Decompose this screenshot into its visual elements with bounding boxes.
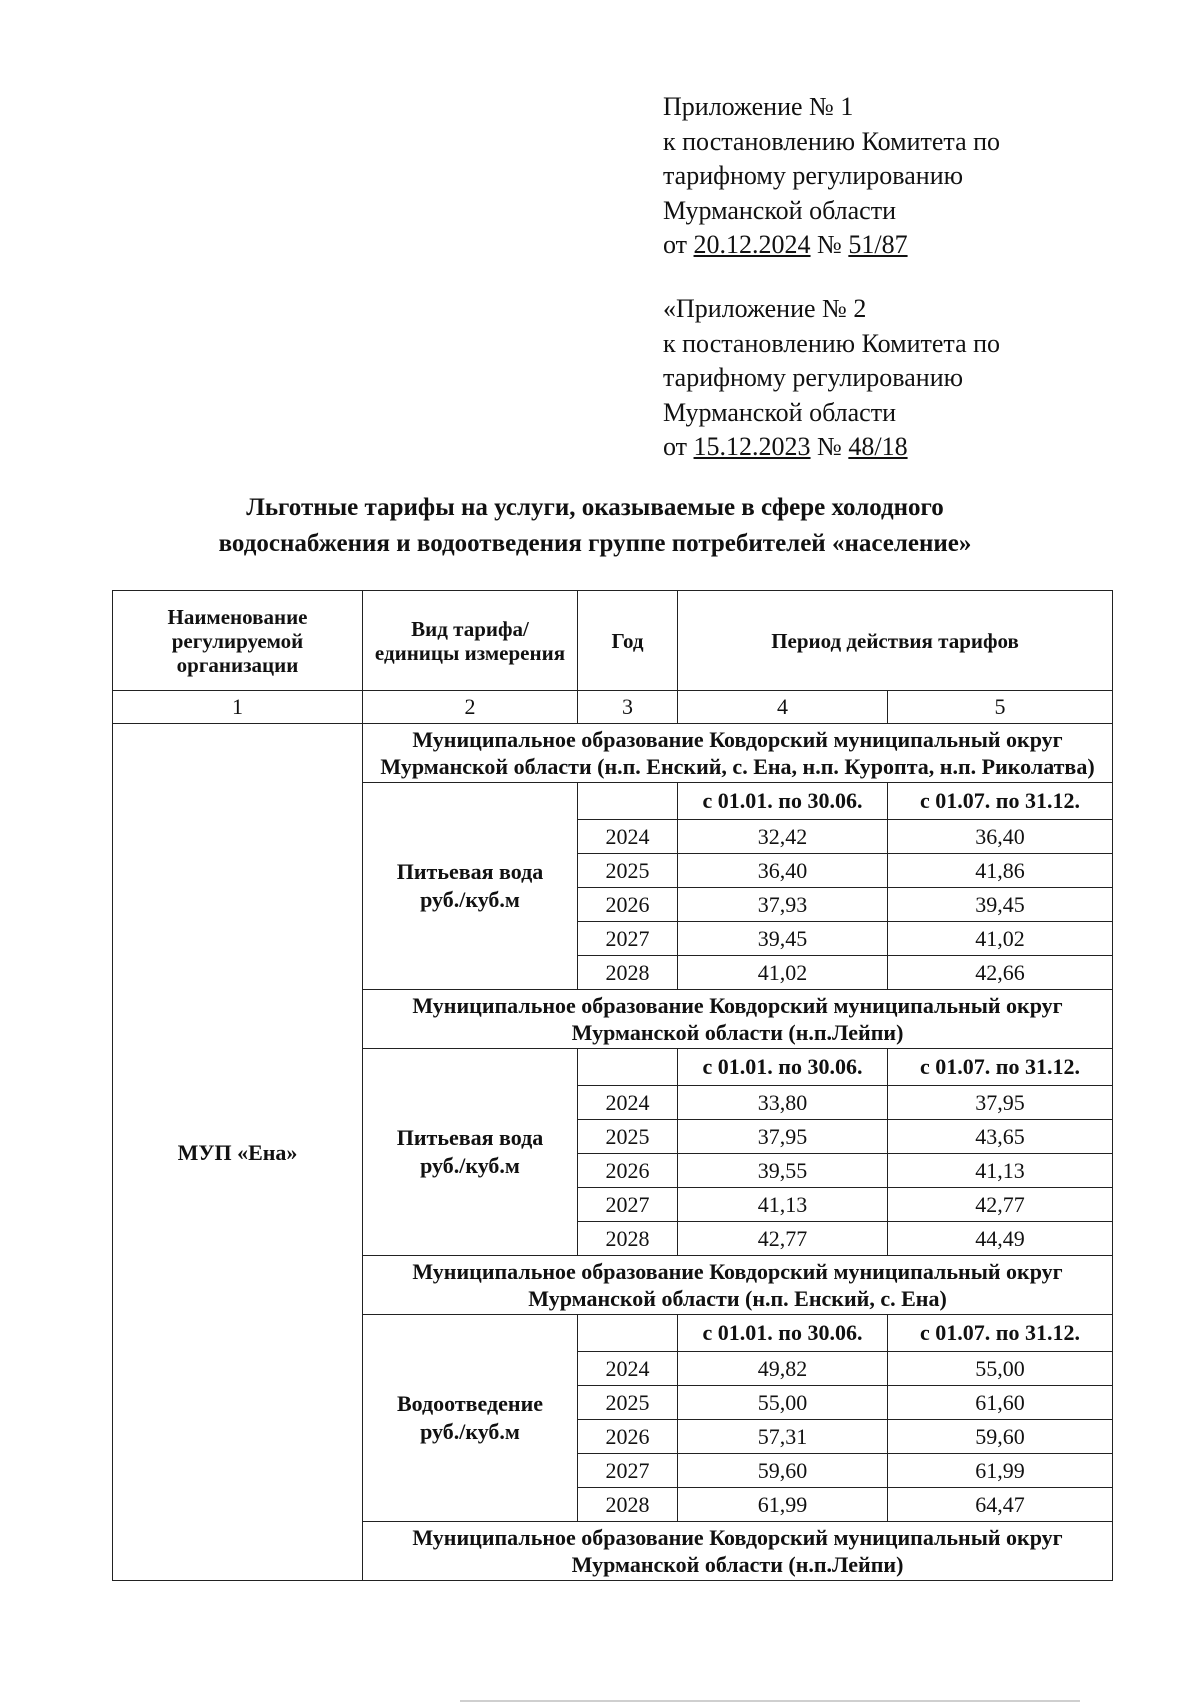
tariff-value-second-half: 41,02 xyxy=(888,922,1113,956)
appendix-1-line3: тарифному регулированию xyxy=(663,161,964,190)
municipality-name: Муниципальное образование Ковдорский муниципальный округ Мурманской области (н.п. Енский, с. Ена) xyxy=(363,1256,1113,1315)
appendix-2-line2: к постановлению Комитета по xyxy=(663,328,1001,358)
tariff-value-first-half: 61,99 xyxy=(678,1488,888,1522)
appendix-1-num-prefix: № xyxy=(817,230,842,259)
tariff-value-first-half: 59,60 xyxy=(678,1454,888,1488)
year-cell: 2028 xyxy=(578,956,678,990)
tariff-value-first-half: 39,45 xyxy=(678,922,888,956)
tariff-value-second-half: 55,00 xyxy=(888,1352,1113,1386)
year-cell: 2027 xyxy=(578,922,678,956)
year-cell: 2028 xyxy=(578,1488,678,1522)
column-number: 5 xyxy=(888,691,1113,724)
tariff-value-second-half: 61,99 xyxy=(888,1454,1113,1488)
tariff-value-second-half: 41,86 xyxy=(888,854,1113,888)
appendix-2-date-line xyxy=(663,430,1000,465)
tariff-kind-name: Водоотведение xyxy=(396,1391,544,1416)
year-cell: 2025 xyxy=(578,854,678,888)
year-cell: 2026 xyxy=(578,1154,678,1188)
table-header-row xyxy=(113,591,1113,691)
year-cell: 2024 xyxy=(578,820,678,854)
column-number-row xyxy=(113,691,1113,724)
appendix-2-line3: тарифному регулированию xyxy=(663,363,964,392)
period-first-half: с 01.01. по 30.06. xyxy=(678,1049,888,1086)
header-period: Период действия тарифов xyxy=(678,591,1113,691)
appendix-1-line1: Приложение № 1 xyxy=(663,92,854,121)
tariff-value-first-half: 41,02 xyxy=(678,956,888,990)
tariff-value-first-half: 32,42 xyxy=(678,820,888,854)
column-number: 2 xyxy=(363,691,578,724)
tariff-value-second-half: 42,66 xyxy=(888,956,1113,990)
appendix-1-number: 51/87 xyxy=(848,230,908,259)
year-cell: 2025 xyxy=(578,1386,678,1420)
document-title-line2: водоснабжения и водоотведения группе потребителей «население» xyxy=(218,530,972,557)
appendix-1-date: 20.12.2024 xyxy=(693,230,811,259)
organization-name: МУП «Ена» xyxy=(113,724,363,1581)
appendix-1-line4: Мурманской области xyxy=(663,195,896,225)
tariff-value-second-half: 64,47 xyxy=(888,1488,1113,1522)
municipality-name: Муниципальное образование Ковдорский муниципальный округ Мурманской области (н.п.Лейпи) xyxy=(363,1522,1113,1581)
appendix-1-date-prefix: от xyxy=(663,230,688,259)
tariff-value-first-half: 55,00 xyxy=(678,1386,888,1420)
municipality-name: Муниципальное образование Ковдорский муниципальный округ Мурманской области (н.п.Лейпи) xyxy=(363,990,1113,1049)
appendix-1-heading xyxy=(663,90,1000,263)
tariff-value-second-half: 43,65 xyxy=(888,1120,1113,1154)
tariff-value-second-half: 39,45 xyxy=(888,888,1113,922)
tariff-value-first-half: 42,77 xyxy=(678,1222,888,1256)
tariff-value-second-half: 36,40 xyxy=(888,820,1113,854)
tariff-value-second-half: 59,60 xyxy=(888,1420,1113,1454)
tariff-value-first-half: 37,95 xyxy=(678,1120,888,1154)
appendix-1-line2: к постановлению Комитета по xyxy=(663,126,1001,156)
tariff-kind-name: Питьевая вода xyxy=(396,1125,544,1150)
municipality-name: Муниципальное образование Ковдорский муниципальный округ Мурманской области (н.п. Енский, с. Ена, н.п. Куропта, н.п. Риколатва) xyxy=(363,724,1113,783)
year-cell: 2028 xyxy=(578,1222,678,1256)
tariff-value-second-half: 42,77 xyxy=(888,1188,1113,1222)
appendix-2-date: 15.12.2023 xyxy=(693,432,811,461)
tariff-value-second-half: 37,95 xyxy=(888,1086,1113,1120)
appendix-2-line4: Мурманской области xyxy=(663,397,896,427)
column-number: 3 xyxy=(578,691,678,724)
page-bottom-divider xyxy=(460,1700,1080,1702)
column-number: 4 xyxy=(678,691,888,724)
appendix-2-num-prefix: № xyxy=(817,432,842,461)
tariff-value-second-half: 61,60 xyxy=(888,1386,1113,1420)
empty-year-cell xyxy=(578,783,678,820)
tariff-kind xyxy=(363,1315,578,1522)
year-cell: 2024 xyxy=(578,1086,678,1120)
empty-year-cell xyxy=(578,1049,678,1086)
tariff-value-first-half: 33,80 xyxy=(678,1086,888,1120)
year-cell: 2026 xyxy=(578,888,678,922)
document-title xyxy=(130,490,1060,562)
appendix-2-date-prefix: от xyxy=(663,432,688,461)
period-second-half: с 01.07. по 31.12. xyxy=(888,1049,1113,1086)
period-first-half: с 01.01. по 30.06. xyxy=(678,1315,888,1352)
year-cell: 2027 xyxy=(578,1188,678,1222)
tariff-kind-unit: руб./куб.м xyxy=(420,887,520,912)
header-tariff-type: Вид тарифа/единицы измерения xyxy=(363,591,578,691)
municipality-row xyxy=(113,724,1113,783)
header-organization: Наименование регулируемой организации xyxy=(113,591,363,691)
period-second-half: с 01.07. по 31.12. xyxy=(888,1315,1113,1352)
period-second-half: с 01.07. по 31.12. xyxy=(888,783,1113,820)
empty-year-cell xyxy=(578,1315,678,1352)
year-cell: 2026 xyxy=(578,1420,678,1454)
header-year: Год xyxy=(578,591,678,691)
year-cell: 2024 xyxy=(578,1352,678,1386)
tariff-kind-unit: руб./куб.м xyxy=(420,1419,520,1444)
tariff-value-first-half: 41,13 xyxy=(678,1188,888,1222)
tariff-value-second-half: 41,13 xyxy=(888,1154,1113,1188)
year-cell: 2025 xyxy=(578,1120,678,1154)
tariff-value-first-half: 37,93 xyxy=(678,888,888,922)
appendix-1-date-line xyxy=(663,228,1000,263)
column-number: 1 xyxy=(113,691,363,724)
tariff-value-first-half: 36,40 xyxy=(678,854,888,888)
tariff-kind-name: Питьевая вода xyxy=(396,859,544,884)
tariff-value-first-half: 39,55 xyxy=(678,1154,888,1188)
period-first-half: с 01.01. по 30.06. xyxy=(678,783,888,820)
tariff-kind-unit: руб./куб.м xyxy=(420,1153,520,1178)
appendix-2-heading xyxy=(663,292,1000,465)
appendix-2-number: 48/18 xyxy=(848,432,908,461)
tariff-value-first-half: 49,82 xyxy=(678,1352,888,1386)
tariff-kind xyxy=(363,783,578,990)
tariff-value-first-half: 57,31 xyxy=(678,1420,888,1454)
year-cell: 2027 xyxy=(578,1454,678,1488)
document-title-line1: Льготные тарифы на услуги, оказываемые в сфере холодного xyxy=(246,494,944,521)
tariff-kind xyxy=(363,1049,578,1256)
appendix-2-line1: «Приложение № 2 xyxy=(663,294,867,323)
tariff-table xyxy=(112,590,1113,1581)
tariff-value-second-half: 44,49 xyxy=(888,1222,1113,1256)
